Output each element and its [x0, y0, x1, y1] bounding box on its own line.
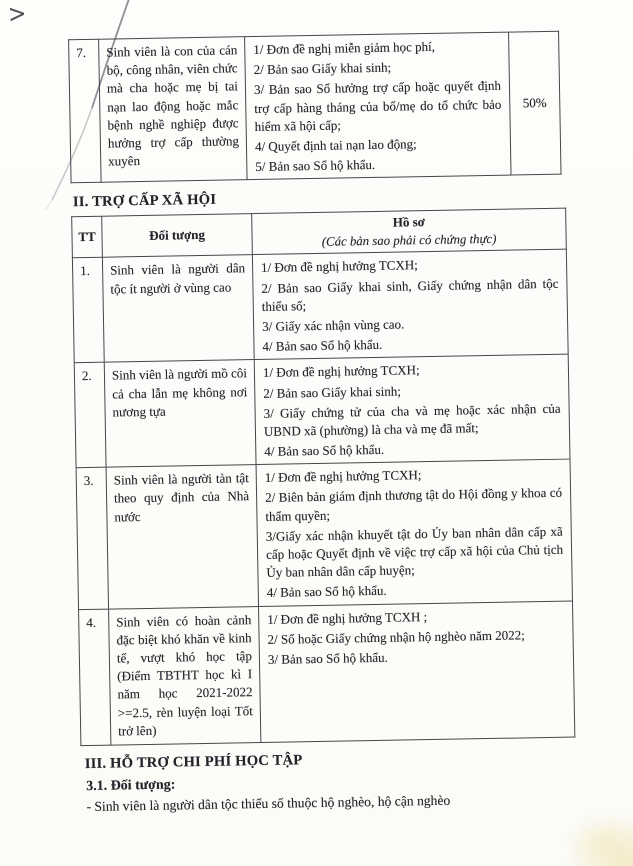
doc-item: 2/ Biên bản giám định thương tật do Hội đồng y khoa có thẩm quyền; — [264, 485, 563, 524]
section-3-text: - Sinh viên là người dân tộc thiểu số thuộc hộ nghèo, hộ cận nghèo — [86, 792, 451, 814]
subject-cell: Sinh viên là con của cán bộ, công nhân, viên chức mà cha hoặc mẹ bị tai nạn lao động hoặc mắc bệnh nghề nghiệp được hưởng trợ cấp thường xuyên — [99, 37, 247, 183]
header-docs-note: (Các bản sao phải có chứng thực) — [321, 231, 497, 249]
docs-cell — [256, 459, 572, 606]
row-number: 1. — [72, 258, 104, 363]
docs-cell — [254, 354, 570, 464]
table-row-3 — [76, 459, 572, 609]
subject-cell: Sinh viên có hoàn cảnh đặc biệt khó khăn về kinh tế, vượt khó học tập (Điểm TBTHT học kì I năm học 2021-2022 >=2.5, rèn luyện loại Tốt trở lên) — [109, 606, 261, 745]
header-tt: TT — [72, 217, 103, 259]
table-row-4 — [79, 601, 575, 746]
row-number: 4. — [79, 609, 111, 746]
table-row-1 — [72, 250, 568, 364]
subject-cell: Sinh viên là người dân tộc ít người ở vùng cao — [102, 255, 254, 363]
row-number: 2. — [74, 363, 106, 468]
doc-item: 3/ Bản sao Sổ hưởng trợ cấp hoặc quyết định trợ cấp hàng tháng của bố/mẹ do tổ chức bảo hiểm xã hội cấp; — [253, 78, 502, 134]
doc-item: 1/ Đơn đề nghị hưởng TCXH; — [260, 257, 418, 276]
doc-item: 4/ Bản sao Sổ hộ khẩu. — [262, 336, 383, 355]
doc-item: 1/ Đơn đề nghị miễn giảm học phí, — [253, 38, 436, 58]
doc-item: 1/ Đơn đề nghị hưởng TCXH ; — [267, 608, 428, 627]
header-docs-title: Hồ sơ — [392, 214, 426, 230]
header-docs — [252, 208, 567, 255]
section-3-title: III. HỖ TRỢ CHI PHÍ HỌC TẬP — [84, 752, 303, 772]
doc-item: 3/ Giấy xác nhận vùng cao. — [262, 316, 405, 334]
row-number: 7. — [69, 39, 101, 183]
doc-item: 4/ Bản sao Sổ hộ khẩu. — [264, 441, 385, 459]
doc-item: 2/ Bản sao Giấy khai sinh, Giấy chứng nhận dân tộc thiểu số; — [261, 275, 559, 314]
doc-item: 5/ Bản sao Sổ hộ khẩu. — [255, 157, 376, 175]
doc-item: 4/ Bản sao Sổ hộ khẩu. — [266, 583, 387, 601]
fee-reduction-table — [68, 31, 561, 184]
section-2-title: II. TRỢ CẤP XÃ HỘI — [72, 192, 217, 211]
docs-cell — [259, 601, 575, 743]
doc-item: 2/ Bản sao Giấy khai sinh; — [253, 59, 392, 78]
doc-item: 4/ Quyết định tai nạn lao động; — [254, 136, 417, 154]
doc-item: 3/Giấy xác nhận khuyết tật do Ủy ban nhân dân cấp xã cấp hoặc Quyết định về việc trợ cấp xã hội của Chủ tịch Ủy ban nhân dân cấp huyện; — [265, 523, 564, 581]
social-subsidy-table — [71, 208, 575, 746]
chevron-mark: > — [7, 0, 28, 30]
subject-cell: Sinh viên là người mồ côi cả cha lẫn mẹ không nơi nương tựa — [104, 360, 256, 468]
subject-cell: Sinh viên là người tàn tật theo quy định của Nhà nước — [106, 465, 258, 609]
header-subject: Đối tượng — [102, 214, 253, 258]
table-row-7 — [69, 31, 561, 183]
doc-item: 2/ Bản sao Giấy khai sinh; — [263, 383, 401, 401]
table-row-2 — [74, 354, 570, 468]
docs-cell — [245, 32, 511, 180]
doc-item: 3/ Giấy chứng tử của cha và mẹ hoặc xác nhận của UBND xã (phường) là cha và mẹ đã mất; — [263, 400, 561, 439]
docs-cell — [252, 250, 568, 360]
doc-item: 1/ Đơn đề nghị hưởng TCXH; — [262, 362, 420, 381]
row-number: 3. — [76, 467, 108, 609]
doc-item: 3/ Bản sao Sổ hộ khẩu. — [267, 649, 388, 667]
rate-cell: 50% — [509, 31, 561, 175]
doc-item: 1/ Đơn đề nghị hưởng TCXH; — [264, 467, 422, 486]
section-3-subtitle: 3.1. Đối tượng: — [86, 777, 176, 794]
doc-item: 2/ Sổ hoặc Giấy chứng nhận hộ nghèo năm 2022; — [267, 627, 525, 647]
